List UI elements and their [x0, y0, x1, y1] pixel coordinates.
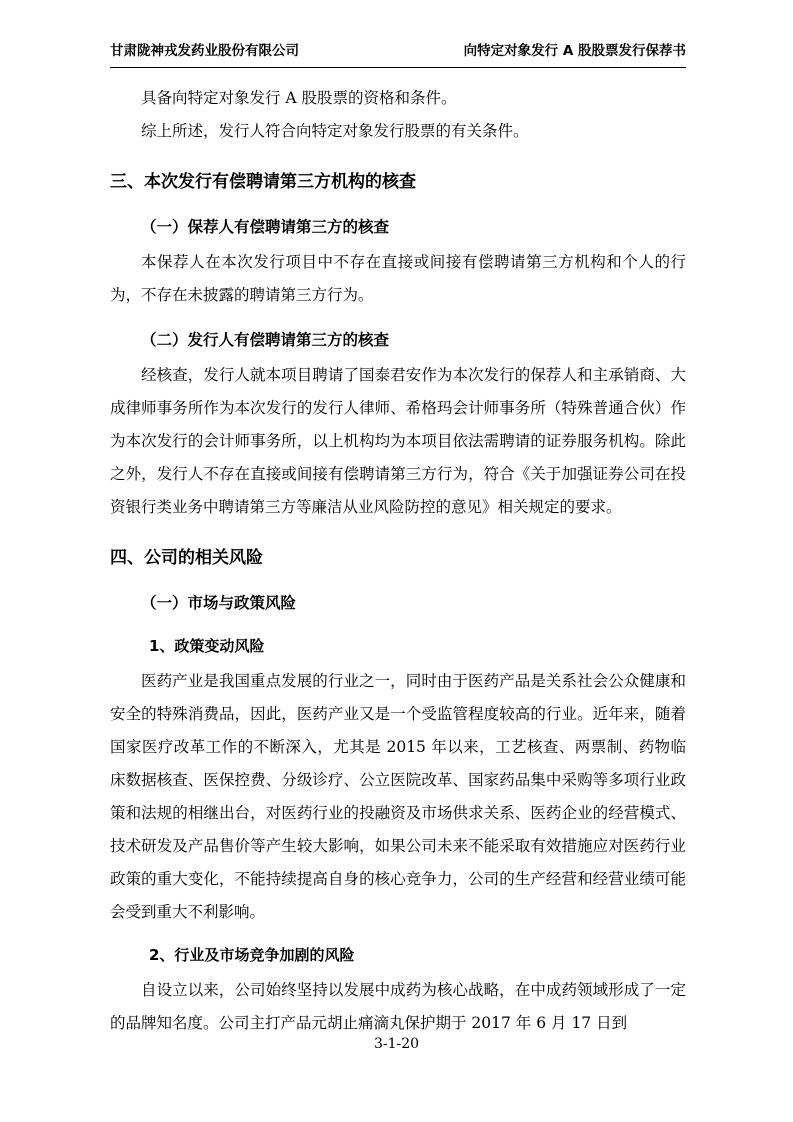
paragraph: 综上所述，发行人符合向特定对象发行股票的有关条件。	[141, 121, 529, 140]
page-content-area	[110, 42, 686, 1040]
subsection-heading: （一）保荐人有偿聘请第三方的核查	[141, 217, 390, 236]
paragraph: 具备向特定对象发行 A 股股票的资格和条件。	[141, 88, 457, 107]
subsection-heading: （一）市场与政策风险	[141, 593, 297, 612]
header-document-title: 向特定对象发行 A 股股票发行保荐书	[463, 43, 686, 59]
paragraph: 自设立以来，公司始终坚持以发展中成药为核心战略，在中成药领域形成了一定的品牌知名度。公司主打产品元胡止痛滴丸保护期于 2017 年 6 月 17 日到	[110, 980, 686, 1032]
header-company-name: 甘肃陇神戎发药业股份有限公司	[110, 43, 299, 59]
document-body	[110, 82, 686, 1040]
page-number: 3-1-20	[373, 1036, 420, 1052]
page-footer	[0, 1036, 793, 1052]
subsection-heading: （二）发行人有偿聘请第三方的核查	[141, 330, 390, 349]
sub-subsection-heading: 2、行业及市场竞争加剧的风险	[149, 945, 355, 964]
sub-subsection-heading: 1、政策变动风险	[149, 636, 265, 655]
section-heading: 三、本次发行有偿聘请第三方机构的核查	[110, 171, 416, 192]
section-heading: 四、公司的相关风险	[110, 547, 263, 568]
page-header	[110, 42, 686, 68]
paragraph: 本保荐人在本次发行项目中不存在直接或间接有偿聘请第三方机构和个人的行为，不存在未披露的聘请第三方行为。	[110, 252, 686, 304]
paragraph: 医药产业是我国重点发展的行业之一，同时由于医药产品是关系社会公众健康和安全的特殊消费品，因此，医药产业又是一个受监管程度较高的行业。近年来，随着国家医疗改革工作的不断深入，尤其是 2015 年以来，工艺核查、两票制、药物临床数据核查、医保控费、分级诊疗、公立医院改革、国家药品集中采购等多项行业政策和法规的相继出台，对医药行业的投融资及市场供求关系、医药企业的经营模式、技术研发及产品售价等产生较大影响，如果公司未来不能采取有效措施应对医药行业政策的重大变化，不能持续提高自身的核心竞争力，公司的生产经营和经营业绩可能会受到重大不利影响。	[110, 671, 686, 921]
paragraph: 经核查，发行人就本项目聘请了国泰君安作为本次发行的保荐人和主承销商、大成律师事务所作为本次发行的发行人律师、希格玛会计师事务所（特殊普通合伙）作为本次发行的会计师事务所，以上机构均为本项目依法需聘请的证券服务机构。除此之外，发行人不存在直接或间接有偿聘请第三方行为，符合《关于加强证券公司在投资银行类业务中聘请第三方等廉洁从业风险防控的意见》相关规定的要求。	[110, 365, 686, 516]
